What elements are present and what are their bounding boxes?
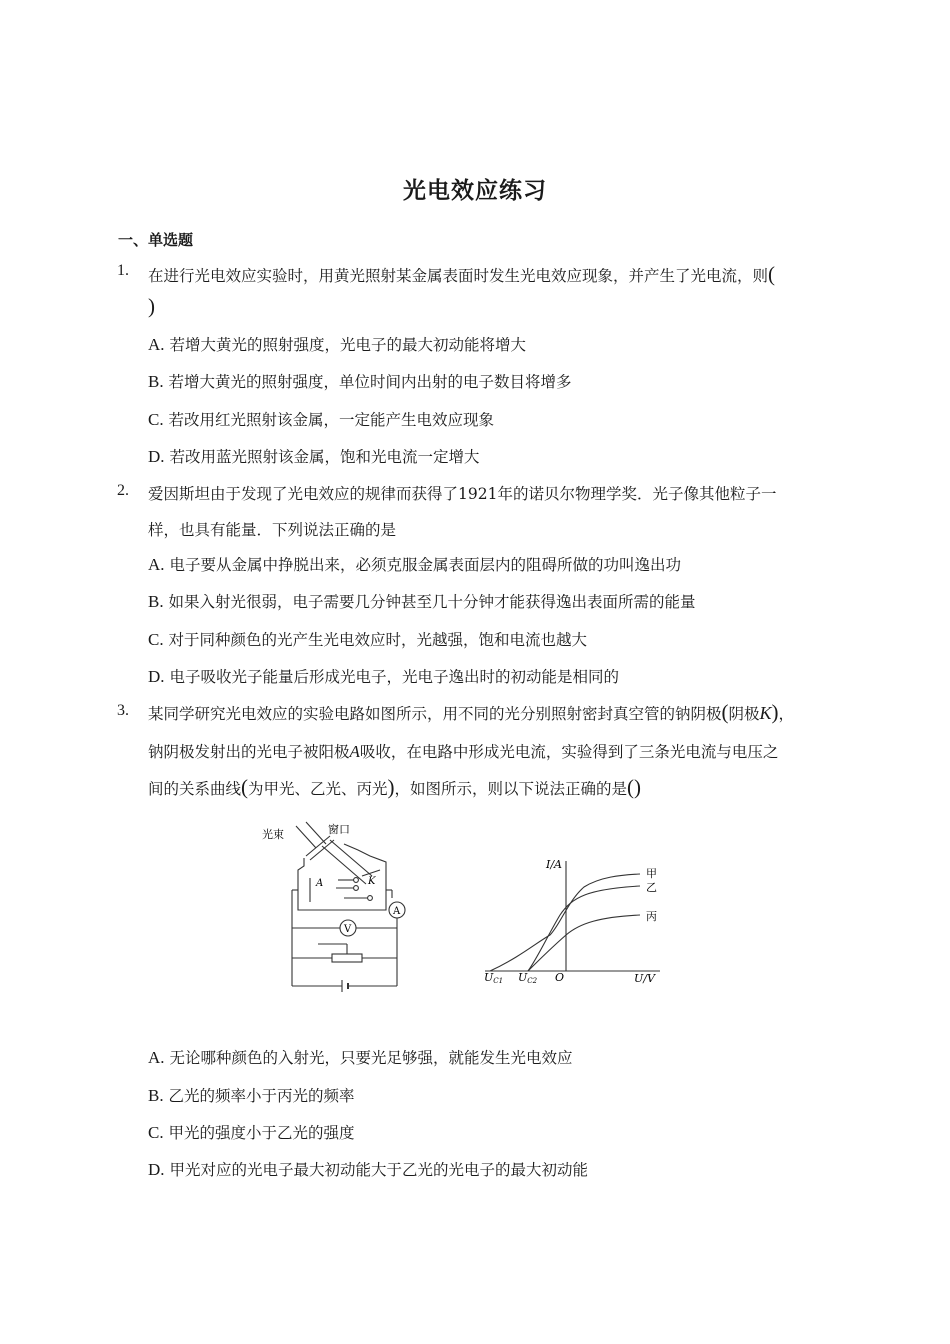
cathode-symbol: K <box>759 703 772 723</box>
option-d[interactable] <box>148 1158 588 1180</box>
option-letter: C. <box>148 630 164 649</box>
curve-jia <box>490 874 640 971</box>
option-b[interactable] <box>148 370 572 392</box>
question-number: 2. <box>117 482 129 499</box>
option-text: 对于同种颜色的光产生光电效应时，光越强，饱和电流也越大 <box>168 631 588 649</box>
page-title: 光电效应练习 <box>403 178 547 204</box>
question-number: 3. <box>117 702 129 719</box>
option-c[interactable] <box>148 1121 355 1143</box>
option-text: 若改用蓝光照射该金属，饱和光电流一定增大 <box>169 448 480 466</box>
paren-close: ) <box>387 775 395 799</box>
option-letter: B. <box>148 592 164 611</box>
option-letter: A. <box>148 1048 165 1067</box>
option-c[interactable] <box>148 408 494 430</box>
paren-open: ( <box>241 775 249 799</box>
origin-label: O <box>555 971 565 984</box>
question-text-line: 爱因斯坦由于发现了光电效应的规律而获得了1921年的诺贝尔物理学奖．光子像其他粒子一 <box>148 485 777 503</box>
option-b[interactable] <box>148 590 696 612</box>
text-segment: 吸收，在电路中形成光电流，实验得到了三条光电流与电压之 <box>359 743 779 761</box>
option-text: 无论哪种颜色的入射光，只要光足够强，就能发生光电效应 <box>169 1049 573 1067</box>
section-heading: 一、单选题 <box>118 231 194 249</box>
option-letter: A. <box>148 555 165 574</box>
option-c[interactable] <box>148 628 587 650</box>
circuit-diagram <box>258 818 423 993</box>
cathode-label: K <box>368 876 376 887</box>
text-segment: 阴极 <box>728 705 760 723</box>
text-segment: ， <box>778 705 795 723</box>
voltmeter-label: V <box>344 924 352 935</box>
window-label: 窗口 <box>328 823 350 836</box>
paren-open: ( <box>768 262 776 286</box>
y-axis-label: I/A <box>546 858 562 871</box>
ammeter-label: A <box>393 906 401 917</box>
option-letter: B. <box>148 372 164 391</box>
legend-bing: 丙 <box>646 910 657 923</box>
option-text: 甲光对应的光电子最大初动能大于乙光的光电子的最大初动能 <box>169 1161 588 1179</box>
question-text-line: 在进行光电效应实验时，用黄光照射某金属表面时发生光电效应现象，并产生了光电流，则 <box>148 267 769 285</box>
option-text: 电子要从金属中挣脱出来，必须克服金属表面层内的阻碍所做的功叫逸出功 <box>169 556 681 574</box>
text-segment: ，如图所示，则以下说法正确的是 <box>394 780 628 798</box>
option-text: 电子吸收光子能量后形成光电子，光电子逸出时的初动能是相同的 <box>169 668 619 686</box>
option-text: 若增大黄光的照射强度，光电子的最大初动能将增大 <box>169 336 526 354</box>
paren-open: ( <box>721 700 729 724</box>
option-letter: B. <box>148 1086 164 1105</box>
question-text-line: 样，也具有能量．下列说法正确的是 <box>148 521 397 539</box>
option-b[interactable] <box>148 1084 355 1106</box>
electron <box>354 878 359 883</box>
text-segment: 某同学研究光电效应的实验电路如图所示，用不同的光分别照射密封真空管的钠阴极 <box>148 705 722 723</box>
option-a[interactable] <box>148 1046 572 1068</box>
anode-symbol: A <box>349 742 360 761</box>
option-a[interactable] <box>148 553 681 575</box>
option-letter: D. <box>148 667 165 686</box>
curve-yi <box>528 886 640 971</box>
paren-close: ) <box>771 700 779 724</box>
anode-label: A <box>316 878 324 889</box>
option-letter: C. <box>148 1123 164 1142</box>
beam-label: 光束 <box>262 828 284 841</box>
text-segment: 间的关系曲线 <box>148 780 242 798</box>
question-text-line <box>148 775 641 800</box>
option-letter: A. <box>148 335 165 354</box>
question-number: 1. <box>117 262 129 279</box>
text-segment: 钠阴极发射出的光电子被阳极 <box>148 743 350 761</box>
option-letter: D. <box>148 1160 165 1179</box>
uc2-label: UC2 <box>518 971 538 985</box>
option-d[interactable] <box>148 665 619 687</box>
option-letter: C. <box>148 410 164 429</box>
electron <box>368 896 373 901</box>
paren-open: ( <box>627 775 635 799</box>
electron <box>354 886 359 891</box>
question-text-line <box>148 700 794 725</box>
x-axis-label: U/V <box>634 972 655 985</box>
option-d[interactable] <box>148 445 479 467</box>
iu-graph <box>480 853 670 988</box>
paren-close: ) <box>634 775 642 799</box>
option-a[interactable] <box>148 333 526 355</box>
option-text: 乙光的频率小于丙光的频率 <box>168 1087 355 1105</box>
text-segment: 为甲光、乙光、丙光 <box>248 780 388 798</box>
question-text-line-2 <box>148 294 155 319</box>
option-text: 甲光的强度小于乙光的强度 <box>168 1124 355 1142</box>
uc1-label: UC1 <box>484 971 504 985</box>
option-letter: D. <box>148 447 165 466</box>
paren-close: ) <box>148 294 155 318</box>
option-text: 若改用红光照射该金属，一定能产生电效应现象 <box>168 411 495 429</box>
question-text <box>148 262 775 287</box>
rheostat <box>332 954 362 962</box>
option-text: 如果入射光很弱，电子需要几分钟甚至几十分钟才能获得逸出表面所需的能量 <box>168 593 696 611</box>
option-text: 若增大黄光的照射强度，单位时间内出射的电子数目将增多 <box>168 373 572 391</box>
legend-yi: 乙 <box>646 881 657 894</box>
question-text-line <box>148 740 778 762</box>
legend-jia: 甲 <box>646 867 657 880</box>
